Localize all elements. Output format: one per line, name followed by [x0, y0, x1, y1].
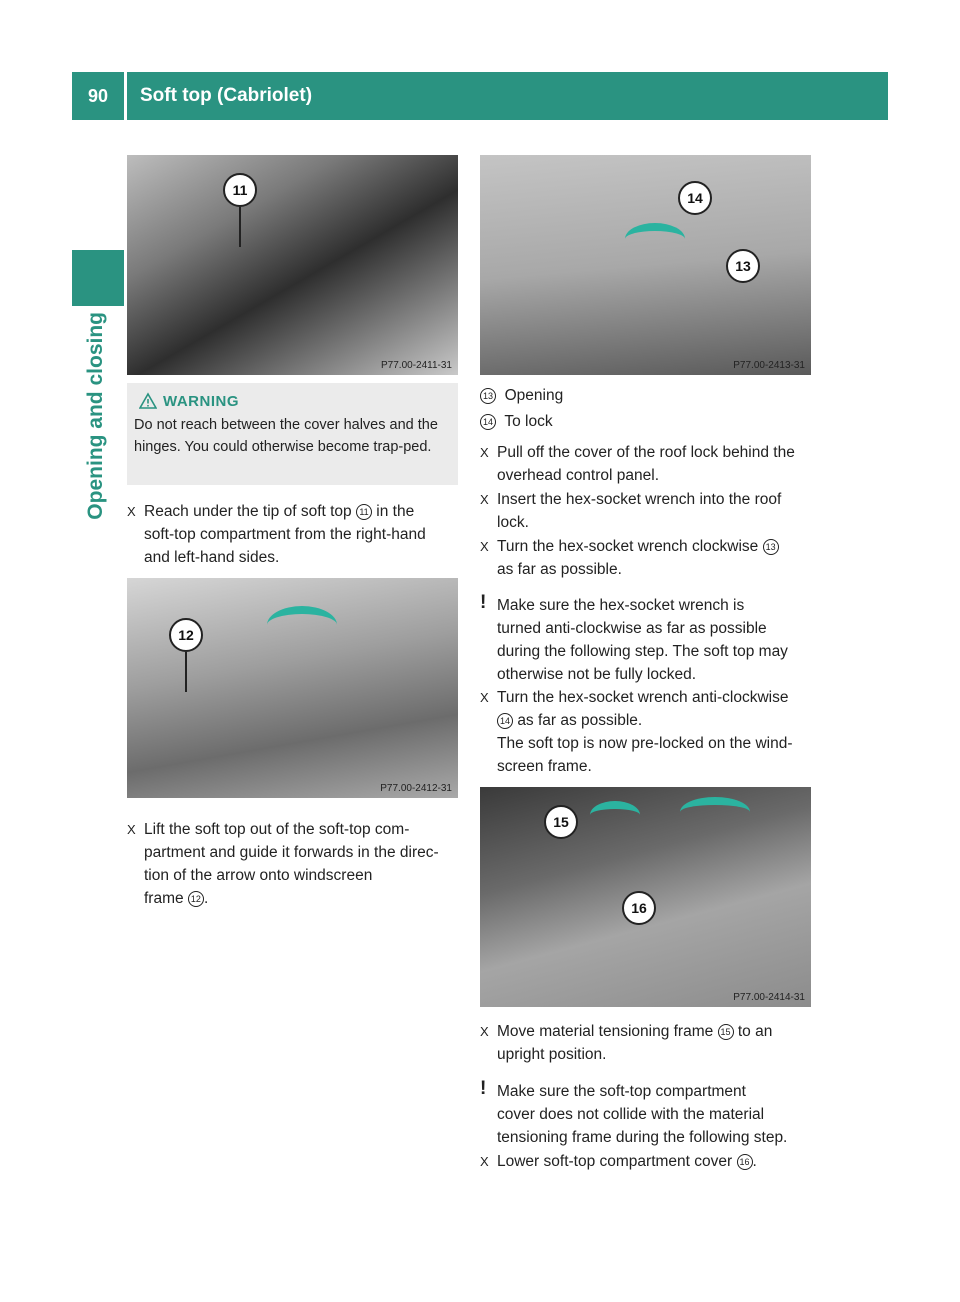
callout-13: 13 — [726, 249, 760, 283]
legend-14: 14 To lock — [480, 410, 553, 433]
photo-code: P77.00-2412-31 — [380, 783, 452, 794]
green-arrow — [625, 223, 685, 255]
photo-code: P77.00-2413-31 — [733, 360, 805, 371]
ref-13: 13 — [763, 539, 779, 555]
step-marker: X — [480, 539, 489, 554]
step-marker: X — [480, 445, 489, 460]
green-arrow — [680, 797, 750, 827]
notice-marker: ! — [480, 592, 487, 613]
callout-14: 14 — [678, 181, 712, 215]
ref-14: 14 — [480, 414, 496, 430]
page-title: Soft top (Cabriolet) — [140, 85, 313, 106]
step-text: Insert the hex-socket wrench into the roof lock. — [497, 491, 782, 531]
section-tab-block — [72, 250, 124, 306]
warning-title: WARNING — [163, 393, 239, 410]
notice-marker: ! — [480, 1078, 487, 1099]
ref-15: 15 — [718, 1024, 734, 1040]
ref-11: 11 — [356, 504, 372, 520]
callout-12: 12 — [169, 618, 203, 652]
ref-13: 13 — [480, 388, 496, 404]
section-tab — [72, 312, 124, 552]
green-arrow — [590, 801, 640, 829]
legend-13: 13 Opening — [480, 384, 563, 407]
step-text: Move material tensioning frame 15 to an upright position. — [497, 1023, 773, 1063]
step-marker: X — [480, 690, 489, 705]
step-text: Lift the soft top out of the soft-top com- partment and guide it forwards in the direc- tion of the arrow onto windscreen frame 12 . — [144, 821, 439, 907]
page-number: 90 — [72, 72, 124, 120]
photo-lift-soft-top — [127, 578, 458, 798]
step-marker: X — [127, 504, 136, 519]
step-text: Lower soft-top compartment cover 16 . — [497, 1153, 757, 1170]
step-marker: X — [480, 1024, 489, 1039]
ref-14: 14 — [497, 713, 513, 729]
step-marker: X — [480, 492, 489, 507]
step-text: Reach under the tip of soft top 11 in the soft-top compartment from the right-hand and left-hand sides. — [144, 503, 426, 566]
photo-code: P77.00-2414-31 — [733, 992, 805, 1003]
photo-soft-top-tip — [127, 155, 458, 375]
photo-tensioning-frame — [480, 787, 811, 1007]
ref-12: 12 — [188, 891, 204, 907]
step-text: Turn the hex-socket wrench anti-clockwise 14 as far as possible. The soft top is now pre-locked on the wind- screen frame. — [497, 689, 793, 775]
callout-11: 11 — [223, 173, 257, 207]
step-text: Pull off the cover of the roof lock behind the overhead control panel. — [497, 444, 795, 484]
callout-line — [185, 652, 187, 692]
callout-16: 16 — [622, 891, 656, 925]
callout-line — [239, 207, 241, 247]
photo-code: P77.00-2411-31 — [381, 360, 452, 371]
warning-text: Do not reach between the cover halves and the hinges. You could otherwise become trap-ped. — [134, 417, 438, 455]
section-tab-label: Opening and closing — [84, 312, 107, 520]
notice-text: Make sure the soft-top compartment cover does not collide with the material tensioning frame during the following step. — [497, 1083, 788, 1146]
warning-triangle-icon — [139, 392, 157, 410]
step-marker: X — [127, 822, 136, 837]
photo-roof-lock — [480, 155, 811, 375]
green-arrow — [267, 606, 337, 644]
step-marker: X — [480, 1154, 489, 1169]
step-text: Turn the hex-socket wrench clockwise 13 as far as possible. — [497, 535, 779, 581]
callout-15: 15 — [544, 805, 578, 839]
ref-16: 16 — [737, 1154, 753, 1170]
notice-text: Make sure the hex-socket wrench is turned anti-clockwise as far as possible during the following step. The soft top may otherwise not be fully locked. — [497, 597, 788, 683]
